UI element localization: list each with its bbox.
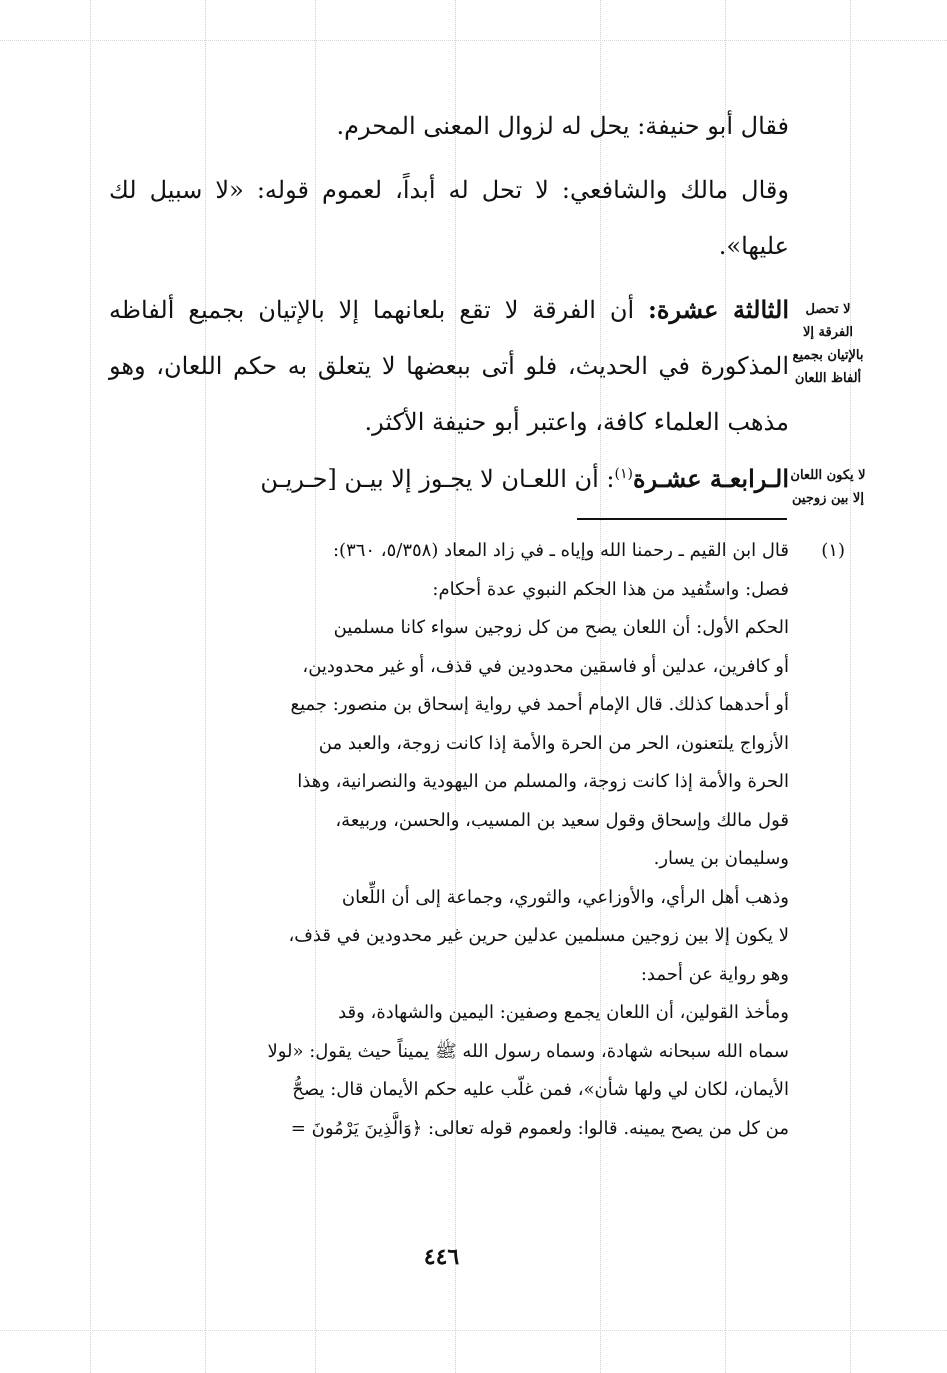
paragraph-body-fourteenth: : أن اللعـان لا يجـوز إلا بيـن [حـريـن (260, 465, 615, 493)
paragraph-malik-shafii: وقال مالك والشافعي: لا تحل له أبداً، لعموم قوله: «لا سبيل لك عليها». (109, 176, 789, 260)
scan-guide-line (850, 0, 851, 1373)
margin-note-spouses: لا يكون اللعان إلا بين زوجين (790, 468, 866, 506)
main-text-block-1 (109, 98, 789, 274)
footnote-line: الأزواج يلتعنون، الحر من الحرة والأمة إذا كانت زوجة، والعبد من (318, 732, 789, 754)
footnote-line: وذهب أهل الرأي، والأوزاعي، والثوري، وجماعة إلى أن اللِّعان (341, 886, 789, 908)
footnote-separator (577, 518, 787, 520)
paragraph-body-thirteenth: أن الفرقة لا تقع بلعانهما إلا بالإتيان بجميع ألفاظه المذكورة في الحديث، فلو أتى ببعضها لا يتعلق به حكم اللعان، وهو مذهب العلماء كافة، واعتبر أبو حنيفة الأكثر. (109, 296, 789, 436)
footnote-line: أو أحدهما كذلك. قال الإمام أحمد في رواية إسحاق بن منصور: جميع (290, 694, 789, 715)
main-text-block-2 (109, 282, 789, 450)
paragraph-abu-hanifa: فقال أبو حنيفة: يحل له لزوال المعنى المحرم. (336, 112, 789, 140)
footnote-reference: (١) (614, 466, 633, 482)
footnote-line: أو كافرين، عدلين أو فاسقين محدودين في قذف، أو غير محدودين، (302, 655, 789, 677)
footnote-line: من كل من يصح يمينه. قالوا: ولعموم قوله تعالى: ﴿وَالَّذِينَ يَرْمُونَ = (290, 1117, 789, 1139)
margin-note-separation: لا تحصل الفرقة إلا بالإتيان بجميع ألفاظ اللعان (792, 302, 864, 386)
footnote-line: لا يكون إلا بين زوجين مسلمين عدلين حرين غير محدودين في قذف، (288, 925, 789, 946)
paragraph-heading-fourteenth: الـرابعـة عشـرة (632, 464, 789, 493)
scan-guide-line (90, 0, 91, 1373)
footnote-block (179, 532, 845, 1148)
footnote-line: فصل: واستُفيد من هذا الحكم النبوي عدة أحكام: (432, 578, 789, 600)
footnote-line: وهو رواية عن أحمد: (640, 963, 789, 985)
scan-guide-line (0, 40, 947, 41)
footnote-line: الحكم الأول: أن اللعان يصح من كل زوجين سواء كانا مسلمين (333, 617, 789, 638)
paragraph-fourteenth (109, 446, 789, 507)
footnote-line: الأيمان، لكان لي ولها شأن»، فمن غلّب عليه حكم الأيمان قال: يصحُّ (292, 1079, 789, 1100)
footnote-line: الحرة والأمة إذا كانت زوجة، والمسلم من اليهودية والنصرانية، وهذا (297, 771, 789, 792)
paragraph-heading-thirteenth: الثالثة عشرة: (648, 295, 790, 324)
paragraph-thirteenth (109, 282, 789, 450)
footnote-line: قول مالك وإسحاق وقول سعيد بن المسيب، والحسن، وربيعة، (335, 809, 789, 831)
footnote-line: قال ابن القيم ـ رحمنا الله وإياه ـ في زاد المعاد (٥/٣٥٨، ٣٦٠): (332, 540, 789, 561)
scan-guide-line (0, 1330, 947, 1331)
page-number: ٤٤٦ (423, 1244, 460, 1270)
footnote-line: سماه الله سبحانه شهادة، وسماه رسول الله ﷺ يميناً حيث يقول: «لولا (267, 1040, 789, 1062)
footnote-line: وسليمان بن يسار. (653, 848, 789, 869)
footnote-marker: (١) (821, 540, 845, 561)
footnote-line: ومأخذ القولين، أن اللعان يجمع وصفين: اليمين والشهادة، وقد (338, 1002, 789, 1023)
main-text-block-3 (109, 446, 789, 507)
